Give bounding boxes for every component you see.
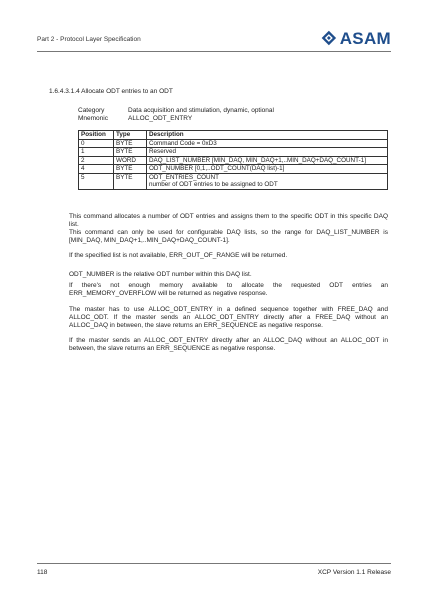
table-row	[79, 148, 388, 157]
column-header-type: Type	[114, 131, 147, 140]
cell-type: WORD	[114, 156, 147, 165]
command-meta	[78, 107, 274, 123]
page-number: 118	[37, 569, 48, 576]
cell-type: BYTE	[114, 165, 147, 174]
asam-diamond-logo-icon	[321, 27, 337, 49]
cell-description-line2: number of ODT entries to be assigned to ODT	[149, 181, 278, 188]
cell-position: 2	[79, 156, 114, 165]
category-value: Data acquisition and stimulation, dynamic, optional	[128, 107, 274, 114]
running-header: Part 2 - Protocol Layer Specification	[37, 36, 141, 43]
column-header-position: Position	[79, 131, 114, 140]
cell-type: BYTE	[114, 139, 147, 148]
cell-description: DAQ_LIST_NUMBER [MIN_DAQ, MIN_DAQ+1,..MIN_DAQ+DAQ_COUNT-1]	[147, 156, 388, 165]
cell-description-line1: ODT_ENTRIES_COUNT	[149, 173, 219, 181]
cell-type: BYTE	[114, 173, 147, 189]
header-divider	[37, 51, 391, 52]
table-header-row	[79, 131, 388, 140]
section-heading: 1.6.4.3.1.4 Allocate ODT entries to an ODT	[49, 88, 173, 95]
table-row	[79, 139, 388, 148]
mnemonic-row	[78, 115, 274, 123]
paragraph-command-purpose: This command allocates a number of ODT entries and assigns them to the specific ODT in this specific DAQ list.	[69, 213, 388, 228]
mnemonic-value: ALLOC_ODT_ENTRY	[128, 115, 193, 122]
table-row	[79, 165, 388, 174]
paragraph-configurable-lists: This command can only be used for configurable DAQ lists, so the range for DAQ_LIST_NUMBER is [MIN_DAQ, MIN_DAQ+1,..MIN_DAQ+DAQ_COUNT-1].	[69, 229, 388, 244]
cell-description: ODT_NUMBER [0,1,..ODT_COUNT(DAQ list)-1]	[147, 165, 388, 174]
paragraph-out-of-range: If the specified list is not available, ERR_OUT_OF_RANGE will be returned.	[69, 252, 288, 259]
cell-position: 5	[79, 173, 114, 189]
cell-description: Command Code = 0xD3	[147, 139, 388, 148]
footer-version: XCP Version 1.1 Release	[317, 569, 391, 576]
paragraph-memory-overflow: If there's not enough memory available to allocate the requested ODT entries an ERR_MEMORY_OVERFLOW will be returned as negative response.	[69, 282, 388, 297]
cell-position: 0	[79, 139, 114, 148]
cell-position: 4	[79, 165, 114, 174]
paragraph-sequence-alloc-daq: If the master sends an ALLOC_ODT_ENTRY directly after an ALLOC_DAQ without an ALLOC_ODT in between, the slave returns an ERR_SEQUENCE as negative response.	[69, 337, 388, 352]
paragraph-sequence-free-daq: The master has to use ALLOC_ODT_ENTRY in a defined sequence together with FREE_DAQ and ALLOC_ODT. If the master sends an ALLOC_ODT_ENTRY directly after a FREE_DAQ without an ALLOC_DAQ in between, the slave returns an ERR_SEQUENCE as negative response.	[69, 306, 388, 329]
paragraph-odt-number: ODT_NUMBER is the relative ODT number within this DAQ list.	[69, 271, 252, 278]
command-structure-table	[78, 130, 388, 190]
footer-divider	[37, 563, 391, 564]
column-header-description: Description	[147, 131, 388, 140]
cell-type: BYTE	[114, 148, 147, 157]
cell-description: Reserved	[147, 148, 388, 157]
cell-description	[147, 173, 388, 189]
mnemonic-label: Mnemonic	[78, 115, 108, 122]
asam-logo	[321, 26, 391, 50]
cell-position: 1	[79, 148, 114, 157]
category-row	[78, 107, 274, 115]
table-row	[79, 173, 388, 189]
table-row	[79, 156, 388, 165]
category-label: Category	[78, 107, 105, 114]
logo-text: ASAM	[339, 28, 391, 48]
